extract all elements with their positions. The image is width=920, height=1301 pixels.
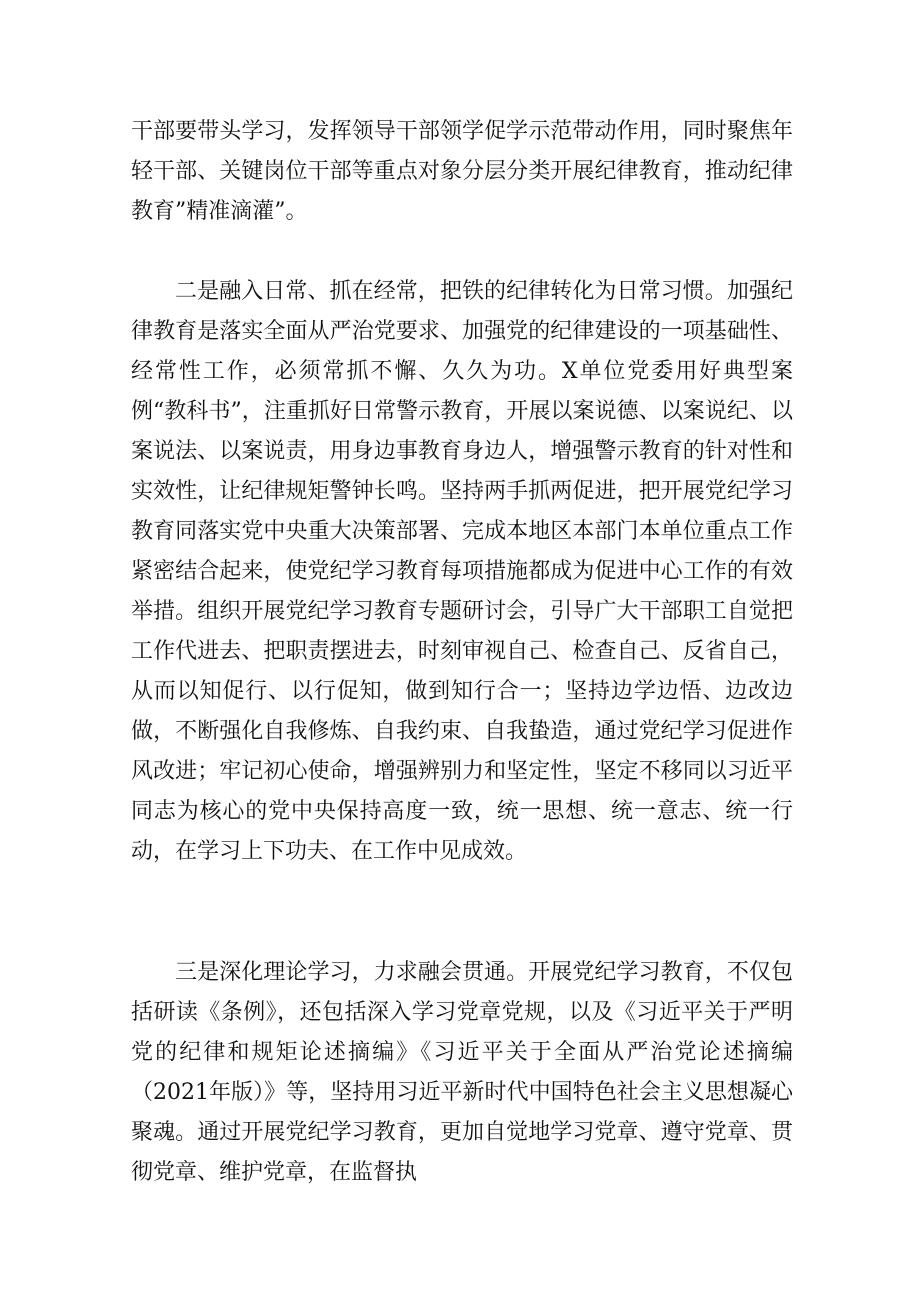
paragraph-text-2: 二是融入日常、抓在经常，把铁的纪律转化为日常习惯。加强纪律教育是落实全面从严治党要求、加强党的纪律建设的一项基础性、经常性工作，必须常抓不懈、久久为功。X单位党委用好典型案例“教科书”，注重抓好日常警示教育，开展以案说德、以案说纪、以案说法、以案说责，用身边事教育身边人，增强警示教育的针对性和实效性，让纪律规矩警钟长鸣。坚持两手抓两促进，把开展党纪学习教育同落实党中央重大决策部署、完成本地区本部门本单位重点工作紧密结合起来，使党纪学习教育每项措施都成为促进中心工作的有效举措。组织开展党纪学习教育专题研讨会，引导广大干部职工自觉把工作代进去、把职责摆进去，时刻审视自己、检查自己、反省自己，从而以知促行、以行促知，做到知行合一；坚持边学边悟、边改边做，不断强化自我修炼、自我约束、自我蛰造，通过党纪学习促进作风改进；牢记初心使命，增强辨别力和坚定性，坚定不移同以习近平同志为核心的党中央保持高度一致，统一思想、统一意志、统一行动，在学习上下功夫、在工作中见成效。 — [131, 279, 793, 864]
paragraph-continuation — [131, 112, 793, 232]
paragraph-text-1: 干部要带头学习，发挥领导干部领学促学示范带动作用，同时聚焦年轻干部、关键岗位干部等重点对象分层分类开展纪律教育，推动纪律教育”精准滴灌”。 — [131, 119, 793, 224]
paragraph-point-three — [131, 953, 793, 1193]
paragraph-point-two — [131, 272, 793, 872]
paragraph-text-3: 三是深化理论学习，力求融会贯通。开展党纪学习教育，不仅包括研读《条例》，还包括深入学习党章党规，以及《习近平关于严明党的纪律和规矩论述摘编》《习近平关于全面从严治党论述摘编（2021年版）》等，坚持用习近平新时代中国特色社会主义思想凝心聚魂。通过开展党纪学习教育，更加自觉地学习党章、遵守党章、贯彻党章、维护党章，在监督执 — [131, 960, 793, 1185]
